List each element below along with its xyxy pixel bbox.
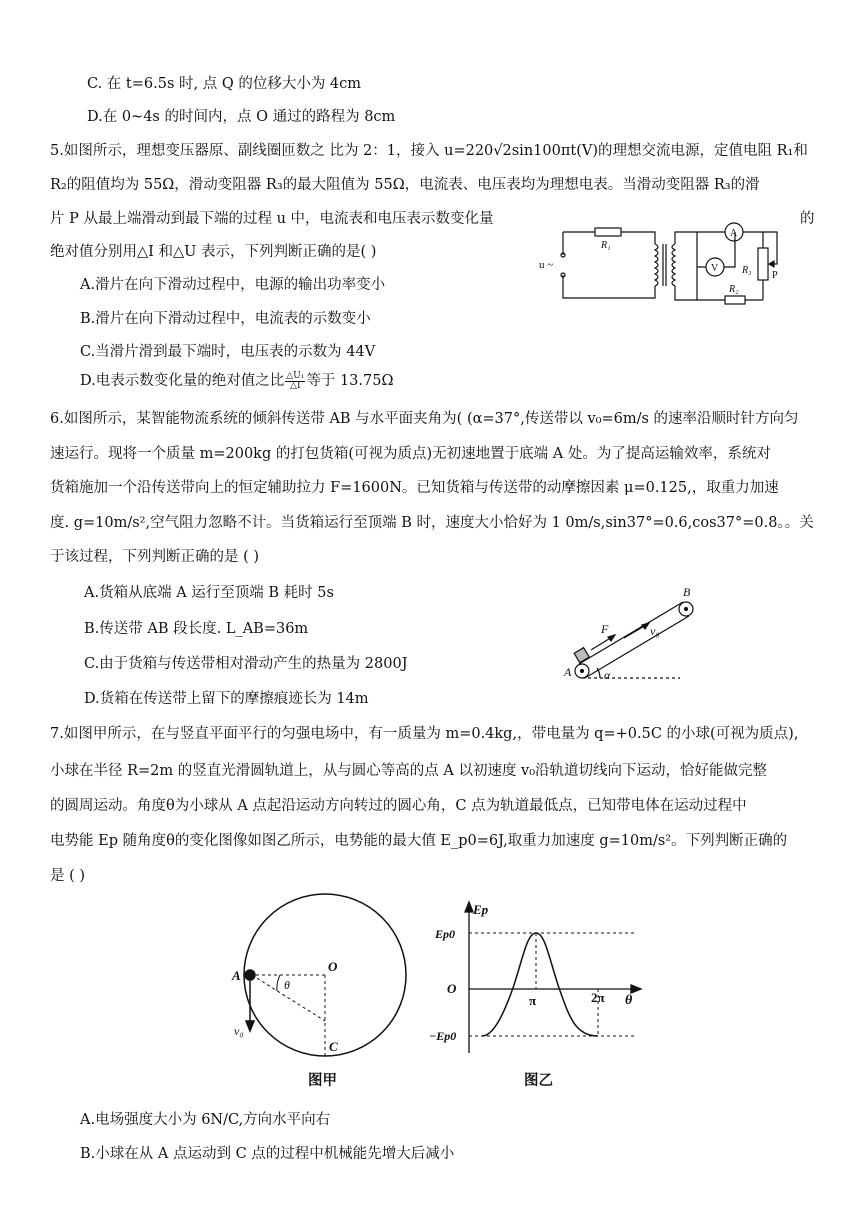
q5-stem-line4: 绝对值分别用△I 和△U 表示，下列判断正确的是( ) bbox=[50, 244, 377, 260]
q5-stem-line2: R₂的阻值均为 55Ω，滑动变阻器 R₃的最大阻值为 55Ω，电流表、电压表均为理想电表。当滑动变阻器 R₃的滑 bbox=[50, 177, 760, 193]
q5-stem-line1: 5.如图所示，理想变压器原、副线圈匝数之 比为 2：1，接入 u=220√2sin100πt(V)的理想交流电源，定值电阻 R₁和 bbox=[50, 143, 808, 159]
q5-stem-line3: 片 P 从最上端滑动到最下端的过程 u 中，电流表和电压表示数变化量 bbox=[50, 211, 494, 227]
belt-label-f: F bbox=[601, 622, 609, 636]
q7-option-a: A.电场强度大小为 6N/C,方向水平向右 bbox=[80, 1112, 331, 1128]
q6-option-d: D.货箱在传送带上留下的摩擦痕迹长为 14m bbox=[84, 691, 369, 707]
circle-label-a: A bbox=[232, 968, 241, 983]
circuit-label-r2: R₂ bbox=[729, 284, 739, 295]
q6-stem-line4: 度. g=10m/s²,空气阻力忽略不计。当货箱运行至顶端 B 时，速度大小恰好为 1 0m/s,sin37°=0.6,cos37°=0.8。。关 bbox=[50, 515, 814, 531]
q5-option-d-pre: D.电表示数变化量的绝对值之比 bbox=[80, 373, 285, 389]
graph-label-2pi: 2π bbox=[591, 990, 605, 1005]
q5-stem-line3-end: 的 bbox=[800, 211, 815, 227]
belt-label-a: A bbox=[564, 665, 572, 679]
q4-option-d: D.在 0~4s 的时间内，点 O 通过的路程为 8cm bbox=[87, 109, 396, 125]
q5-option-d-fraction bbox=[285, 372, 305, 391]
q4-option-c: C. 在 t=6.5s 时, 点 Q 的位移大小为 4cm bbox=[87, 76, 362, 92]
circle-label-c: C bbox=[329, 1039, 338, 1054]
q5-option-c: C.当滑片滑到最下端时，电压表的示数为 44V bbox=[80, 344, 376, 360]
circuit-label-p: P bbox=[772, 270, 778, 281]
q7-stem-line1: 7.如图甲所示，在与竖直平面平行的匀强电场中，有一质量为 m=0.4kg,，带电量为 q=+0.5C 的小球(可视为质点), bbox=[50, 726, 799, 742]
q5-circuit-diagram bbox=[535, 218, 795, 308]
q6-stem-line2: 速运行。现将一个质量 m=200kg 的打包货箱(可视为质点)无初速地置于底端 A 处。为了提高运输效率，系统对 bbox=[50, 446, 771, 462]
q5-option-b: B.滑片在向下滑动过程中，电流表的示数变小 bbox=[80, 311, 371, 327]
q7-figure2-caption: 图乙 bbox=[524, 1072, 553, 1089]
q7-stem-line4: 电势能 Ep 随角度θ的变化图像如图乙所示，电势能的最大值 E_p0=6J,取重力加速度 g=10m/s²。下列判断正确的 bbox=[50, 833, 788, 849]
circuit-label-r1: R₁ bbox=[601, 240, 611, 251]
circuit-label-r3: R₃ bbox=[742, 265, 752, 276]
q5-option-d-post: 等于 13.75Ω bbox=[306, 373, 394, 389]
voltmeter-label: V bbox=[711, 263, 719, 274]
graph-label-pi: π bbox=[529, 993, 537, 1008]
q5-fraction-numerator: △U₁ bbox=[286, 370, 305, 381]
q6-conveyor-belt-diagram bbox=[560, 580, 720, 688]
q6-option-a: A.货箱从底端 A 运行至顶端 B 耗时 5s bbox=[84, 585, 334, 601]
graph-label-neg-ep0: −Ep0 bbox=[429, 1029, 457, 1043]
q6-option-c: C.由于货箱与传送带相对滑动产生的热量为 2800J bbox=[84, 656, 408, 672]
q6-stem-line1: 6.如图所示，某智能物流系统的倾斜传送带 AB 与水平面夹角为( (α=37°,传送带以 v₀=6m/s 的速率沿顺时针方向匀 bbox=[50, 411, 799, 427]
ep-curve bbox=[482, 933, 598, 1036]
q7-stem-line2: 小球在半径 R=2m 的竖直光滑圆轨道上，从与圆心等高的点 A 以初速度 v₀沿轨道切线向下运动，恰好能做完整 bbox=[50, 763, 768, 779]
circle-label-theta: θ bbox=[284, 978, 290, 992]
q7-figure-ep-graph bbox=[429, 898, 650, 1058]
q6-stem-line3: 货箱施加一个沿传送带向上的恒定辅助拉力 F=1600N。已知货箱与传送带的动摩擦因素 μ=0.125,，取重力加速 bbox=[50, 480, 779, 496]
q7-stem-line5: 是 ( ) bbox=[50, 868, 86, 884]
q5-option-a: A.滑片在向下滑动过程中，电源的输出功率变小 bbox=[80, 277, 386, 293]
graph-label-ep: Ep bbox=[473, 902, 489, 917]
q5-fraction-denominator: △I bbox=[290, 380, 301, 391]
q7-option-b: B.小球在从 A 点运动到 C 点的过程中机械能先增大后减小 bbox=[80, 1146, 455, 1162]
ammeter-label: A bbox=[730, 228, 738, 239]
graph-label-theta: θ bbox=[625, 993, 633, 1008]
belt-label-v0: v₀ bbox=[650, 624, 660, 638]
q6-option-b: B.传送带 AB 段长度. L_AB=36m bbox=[84, 621, 309, 637]
circuit-label-u: u ~ bbox=[539, 259, 554, 271]
belt-label-alpha: α bbox=[604, 668, 611, 682]
circle-label-v0: v₀ bbox=[234, 1024, 244, 1038]
graph-label-origin: O bbox=[447, 981, 457, 996]
circle-label-o: O bbox=[328, 959, 338, 974]
q7-stem-line3: 的圆周运动。角度θ为小球从 A 点起沿运动方向转过的圆心角，C 点为轨道最低点，已知带电体在运动过程中 bbox=[50, 798, 747, 814]
q6-stem-line5: 于该过程，下列判断正确的是 ( ) bbox=[50, 549, 260, 565]
q7-figure1-caption: 图甲 bbox=[308, 1072, 337, 1089]
q7-figure-circle bbox=[222, 895, 422, 1095]
graph-label-ep0: Ep0 bbox=[435, 927, 456, 941]
q5-option-d bbox=[80, 371, 394, 391]
belt-label-b: B bbox=[683, 585, 691, 599]
